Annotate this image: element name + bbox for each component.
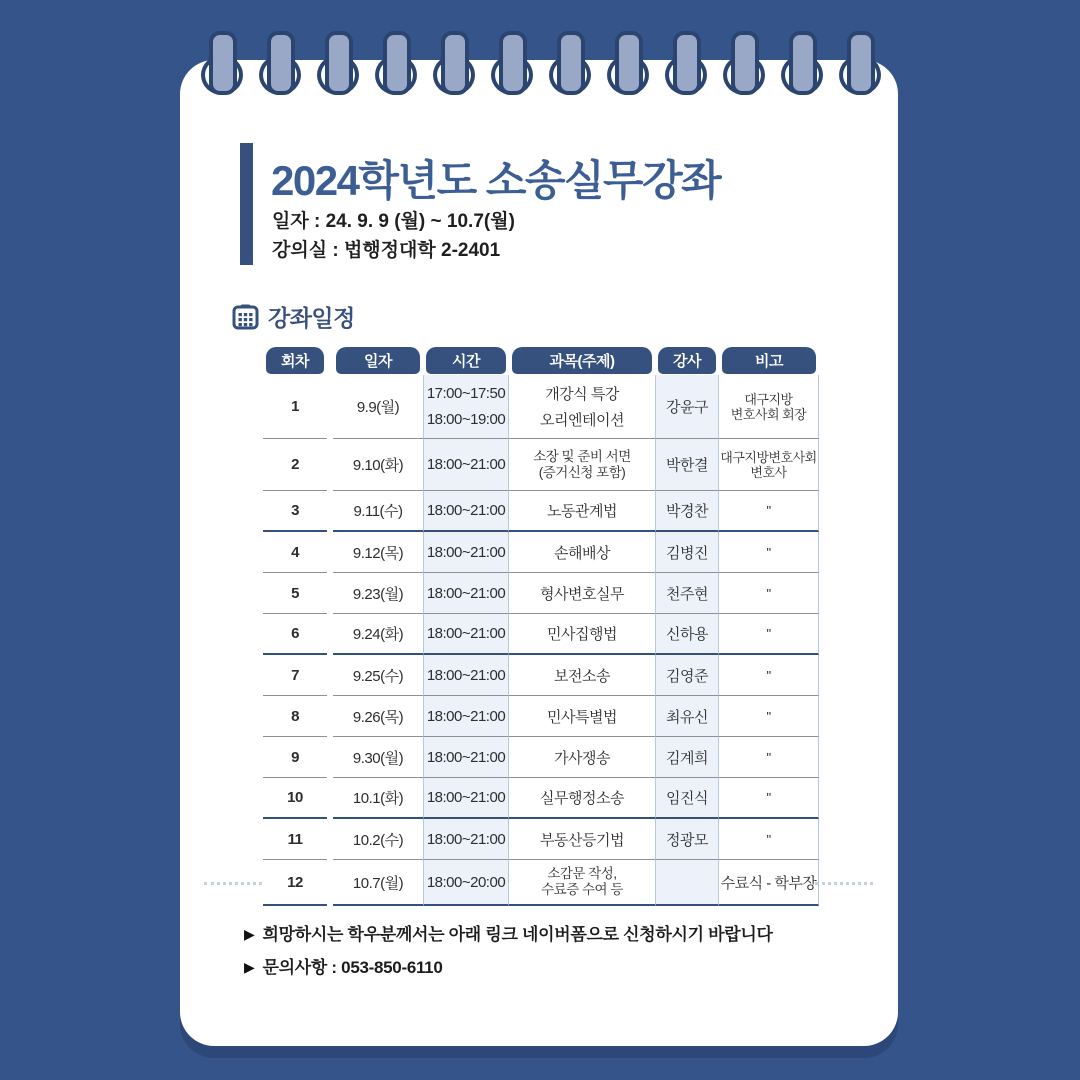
time-entry: 17:00~17:50 [426, 385, 506, 403]
session-lecturer [655, 860, 719, 906]
session-note [719, 532, 819, 573]
session-date: 9.30(월) [333, 737, 423, 778]
session-number: 11 [263, 819, 327, 860]
session-note [719, 778, 819, 819]
session-time [423, 439, 509, 491]
session-date: 10.7(월) [333, 860, 423, 906]
ditto-mark: " [766, 626, 771, 641]
header-cell-5: 비고 [722, 347, 816, 374]
session-time [423, 860, 509, 906]
session-lecturer: 신하용 [655, 614, 719, 655]
session-lecturer: 최유신 [655, 696, 719, 737]
session-time [423, 573, 509, 614]
date-line: 일자 : 24. 9. 9 (월) ~ 10.7(월) [272, 211, 515, 232]
spiral-ring-pin [267, 31, 295, 95]
subject-line: 손해배상 [554, 544, 610, 562]
spiral-ring-pin [847, 31, 875, 95]
session-number: 8 [263, 696, 327, 737]
time-entry: 18:00~21:00 [426, 584, 506, 602]
session-number: 10 [263, 778, 327, 819]
session-lecturer: 김병진 [655, 532, 719, 573]
subject-line: 수료증 수여 등 [541, 882, 623, 897]
spiral-ring-pin [499, 31, 527, 95]
table-row [263, 439, 819, 491]
header-cell-2: 시간 [426, 347, 506, 374]
perforation-dots-right [815, 882, 873, 885]
session-note [719, 696, 819, 737]
table-row [263, 819, 819, 860]
session-number: 5 [263, 573, 327, 614]
session-lecturer: 박경찬 [655, 491, 719, 532]
footer-notices [244, 918, 773, 984]
session-date: 10.1(화) [333, 778, 423, 819]
subject-line: 부동산등기법 [540, 831, 624, 849]
time-entry: 18:00~21:00 [426, 830, 506, 848]
session-date: 9.9(월) [333, 375, 423, 439]
triangle-bullet-icon: ▶ [244, 926, 255, 942]
session-date: 9.23(월) [333, 573, 423, 614]
subject-line: 개강식 특강 [545, 386, 619, 404]
ditto-mark: " [766, 708, 771, 724]
header-cell-0: 회차 [266, 347, 324, 374]
table-row [263, 860, 819, 906]
session-subject [509, 655, 655, 696]
note-line: 대구지방 [744, 391, 793, 407]
session-lecturer: 강윤구 [655, 375, 719, 439]
subject-line: 노동관계법 [547, 503, 617, 520]
note-line: 대구지방변호사회 [720, 449, 817, 465]
notebook-card [180, 60, 898, 1046]
session-number: 3 [263, 491, 327, 532]
ditto-mark: " [766, 831, 771, 847]
session-date: 9.11(수) [333, 491, 423, 532]
session-lecturer: 김영준 [655, 655, 719, 696]
subject-line: 소감문 작성, [547, 866, 617, 881]
schedule-section-title: 강좌일정 [268, 305, 355, 331]
session-number: 7 [263, 655, 327, 696]
spiral-ring-pin [209, 31, 237, 95]
notice-line [244, 918, 773, 951]
subject-line: 민사집행법 [547, 626, 617, 643]
ditto-mark: " [766, 790, 771, 805]
spiral-ring-pin [383, 31, 411, 95]
session-subject [509, 860, 655, 906]
session-date: 9.26(목) [333, 696, 423, 737]
ditto-mark: " [766, 749, 771, 765]
subject-line: 오리엔테이션 [540, 411, 624, 429]
ditto-mark: " [766, 585, 771, 601]
session-time [423, 491, 509, 532]
subject-line: 보전소송 [554, 667, 610, 685]
note-line: 수료식 - 학부장 [720, 874, 817, 892]
triangle-bullet-icon: ▶ [244, 959, 255, 975]
time-entry: 18:00~21:00 [426, 789, 506, 806]
session-subject [509, 573, 655, 614]
session-lecturer: 천주현 [655, 573, 719, 614]
session-lecturer: 임진식 [655, 778, 719, 819]
session-date: 9.10(화) [333, 439, 423, 491]
session-time [423, 655, 509, 696]
session-subject [509, 375, 655, 439]
subject-line: 실무행정소송 [540, 790, 624, 807]
session-lecturer: 박한결 [655, 439, 719, 491]
session-subject [509, 778, 655, 819]
session-note [719, 573, 819, 614]
session-subject [509, 532, 655, 573]
header-gap [327, 347, 333, 374]
session-time [423, 696, 509, 737]
subject-line: 가사쟁송 [554, 749, 610, 767]
session-note [719, 439, 819, 491]
perforation-dots-left [204, 882, 262, 885]
table-row [263, 614, 819, 655]
session-date: 10.2(수) [333, 819, 423, 860]
session-number: 6 [263, 614, 327, 655]
session-time [423, 819, 509, 860]
spiral-ring-pin [441, 31, 469, 95]
footer-text: 희망하시는 학우분께서는 아래 링크 네이버폼으로 신청하시기 바랍니다 [262, 925, 773, 944]
session-note [719, 655, 819, 696]
table-row [263, 573, 819, 614]
time-entry: 18:00~19:00 [426, 410, 506, 428]
table-row [263, 778, 819, 819]
subject-line: (증거신청 포함) [538, 464, 626, 480]
spiral-ring-pin [615, 31, 643, 95]
session-subject [509, 819, 655, 860]
table-row [263, 532, 819, 573]
footer-text: 문의사항 : 053-850-6110 [262, 958, 443, 977]
session-number: 4 [263, 532, 327, 573]
table-row [263, 737, 819, 778]
session-number: 9 [263, 737, 327, 778]
session-date: 9.25(수) [333, 655, 423, 696]
note-line: 변호사회 회장 [730, 406, 807, 422]
session-number: 12 [263, 860, 327, 906]
session-note [719, 614, 819, 655]
time-entry: 18:00~20:00 [426, 873, 506, 891]
time-entry: 18:00~21:00 [426, 543, 506, 561]
session-date: 9.24(화) [333, 614, 423, 655]
spiral-ring-pin [673, 31, 701, 95]
ditto-mark: " [766, 667, 771, 683]
session-time [423, 532, 509, 573]
subject-line: 소장 및 준비 서면 [533, 448, 631, 464]
spiral-ring-pin [325, 31, 353, 95]
session-number: 2 [263, 439, 327, 491]
session-subject [509, 737, 655, 778]
spiral-ring-pin [731, 31, 759, 95]
time-entry: 18:00~21:00 [426, 502, 506, 519]
table-row [263, 491, 819, 532]
session-time [423, 737, 509, 778]
header-cell-1: 일자 [336, 347, 420, 374]
table-row [263, 696, 819, 737]
session-subject [509, 439, 655, 491]
subject-line: 민사특별법 [547, 708, 617, 726]
time-entry: 18:00~21:00 [426, 666, 506, 684]
session-note [719, 491, 819, 532]
table-row [263, 375, 819, 439]
time-entry: 18:00~21:00 [426, 625, 506, 642]
header-cell-4: 강사 [658, 347, 716, 374]
schedule-table [263, 347, 819, 906]
time-entry: 18:00~21:00 [426, 707, 506, 725]
session-time [423, 614, 509, 655]
session-time [423, 778, 509, 819]
note-line: 변호사 [750, 464, 787, 480]
page-title: 2024학년도 소송실무강좌 [271, 157, 721, 204]
table-header-row [263, 347, 819, 374]
ditto-mark: " [766, 503, 771, 518]
header-cell-3: 과목(주제) [512, 347, 652, 374]
session-lecturer: 정광모 [655, 819, 719, 860]
time-entry: 18:00~21:00 [426, 748, 506, 766]
session-date: 9.12(목) [333, 532, 423, 573]
subject-line: 형사변호실무 [540, 585, 624, 603]
time-entry: 18:00~21:00 [426, 456, 506, 473]
session-subject [509, 614, 655, 655]
session-note [719, 860, 819, 906]
calendar-icon [232, 303, 259, 330]
table-row [263, 655, 819, 696]
session-time [423, 375, 509, 439]
room-line: 강의실 : 법행정대학 2-2401 [272, 240, 501, 261]
contact-line [244, 951, 773, 984]
session-number: 1 [263, 375, 327, 439]
spiral-ring-pin [789, 31, 817, 95]
title-accent-bar [240, 143, 253, 265]
session-note [719, 819, 819, 860]
session-subject [509, 696, 655, 737]
session-subject [509, 491, 655, 532]
ditto-mark: " [766, 544, 771, 560]
spiral-ring-pin [557, 31, 585, 95]
session-note [719, 737, 819, 778]
session-note [719, 375, 819, 439]
session-lecturer: 김계희 [655, 737, 719, 778]
